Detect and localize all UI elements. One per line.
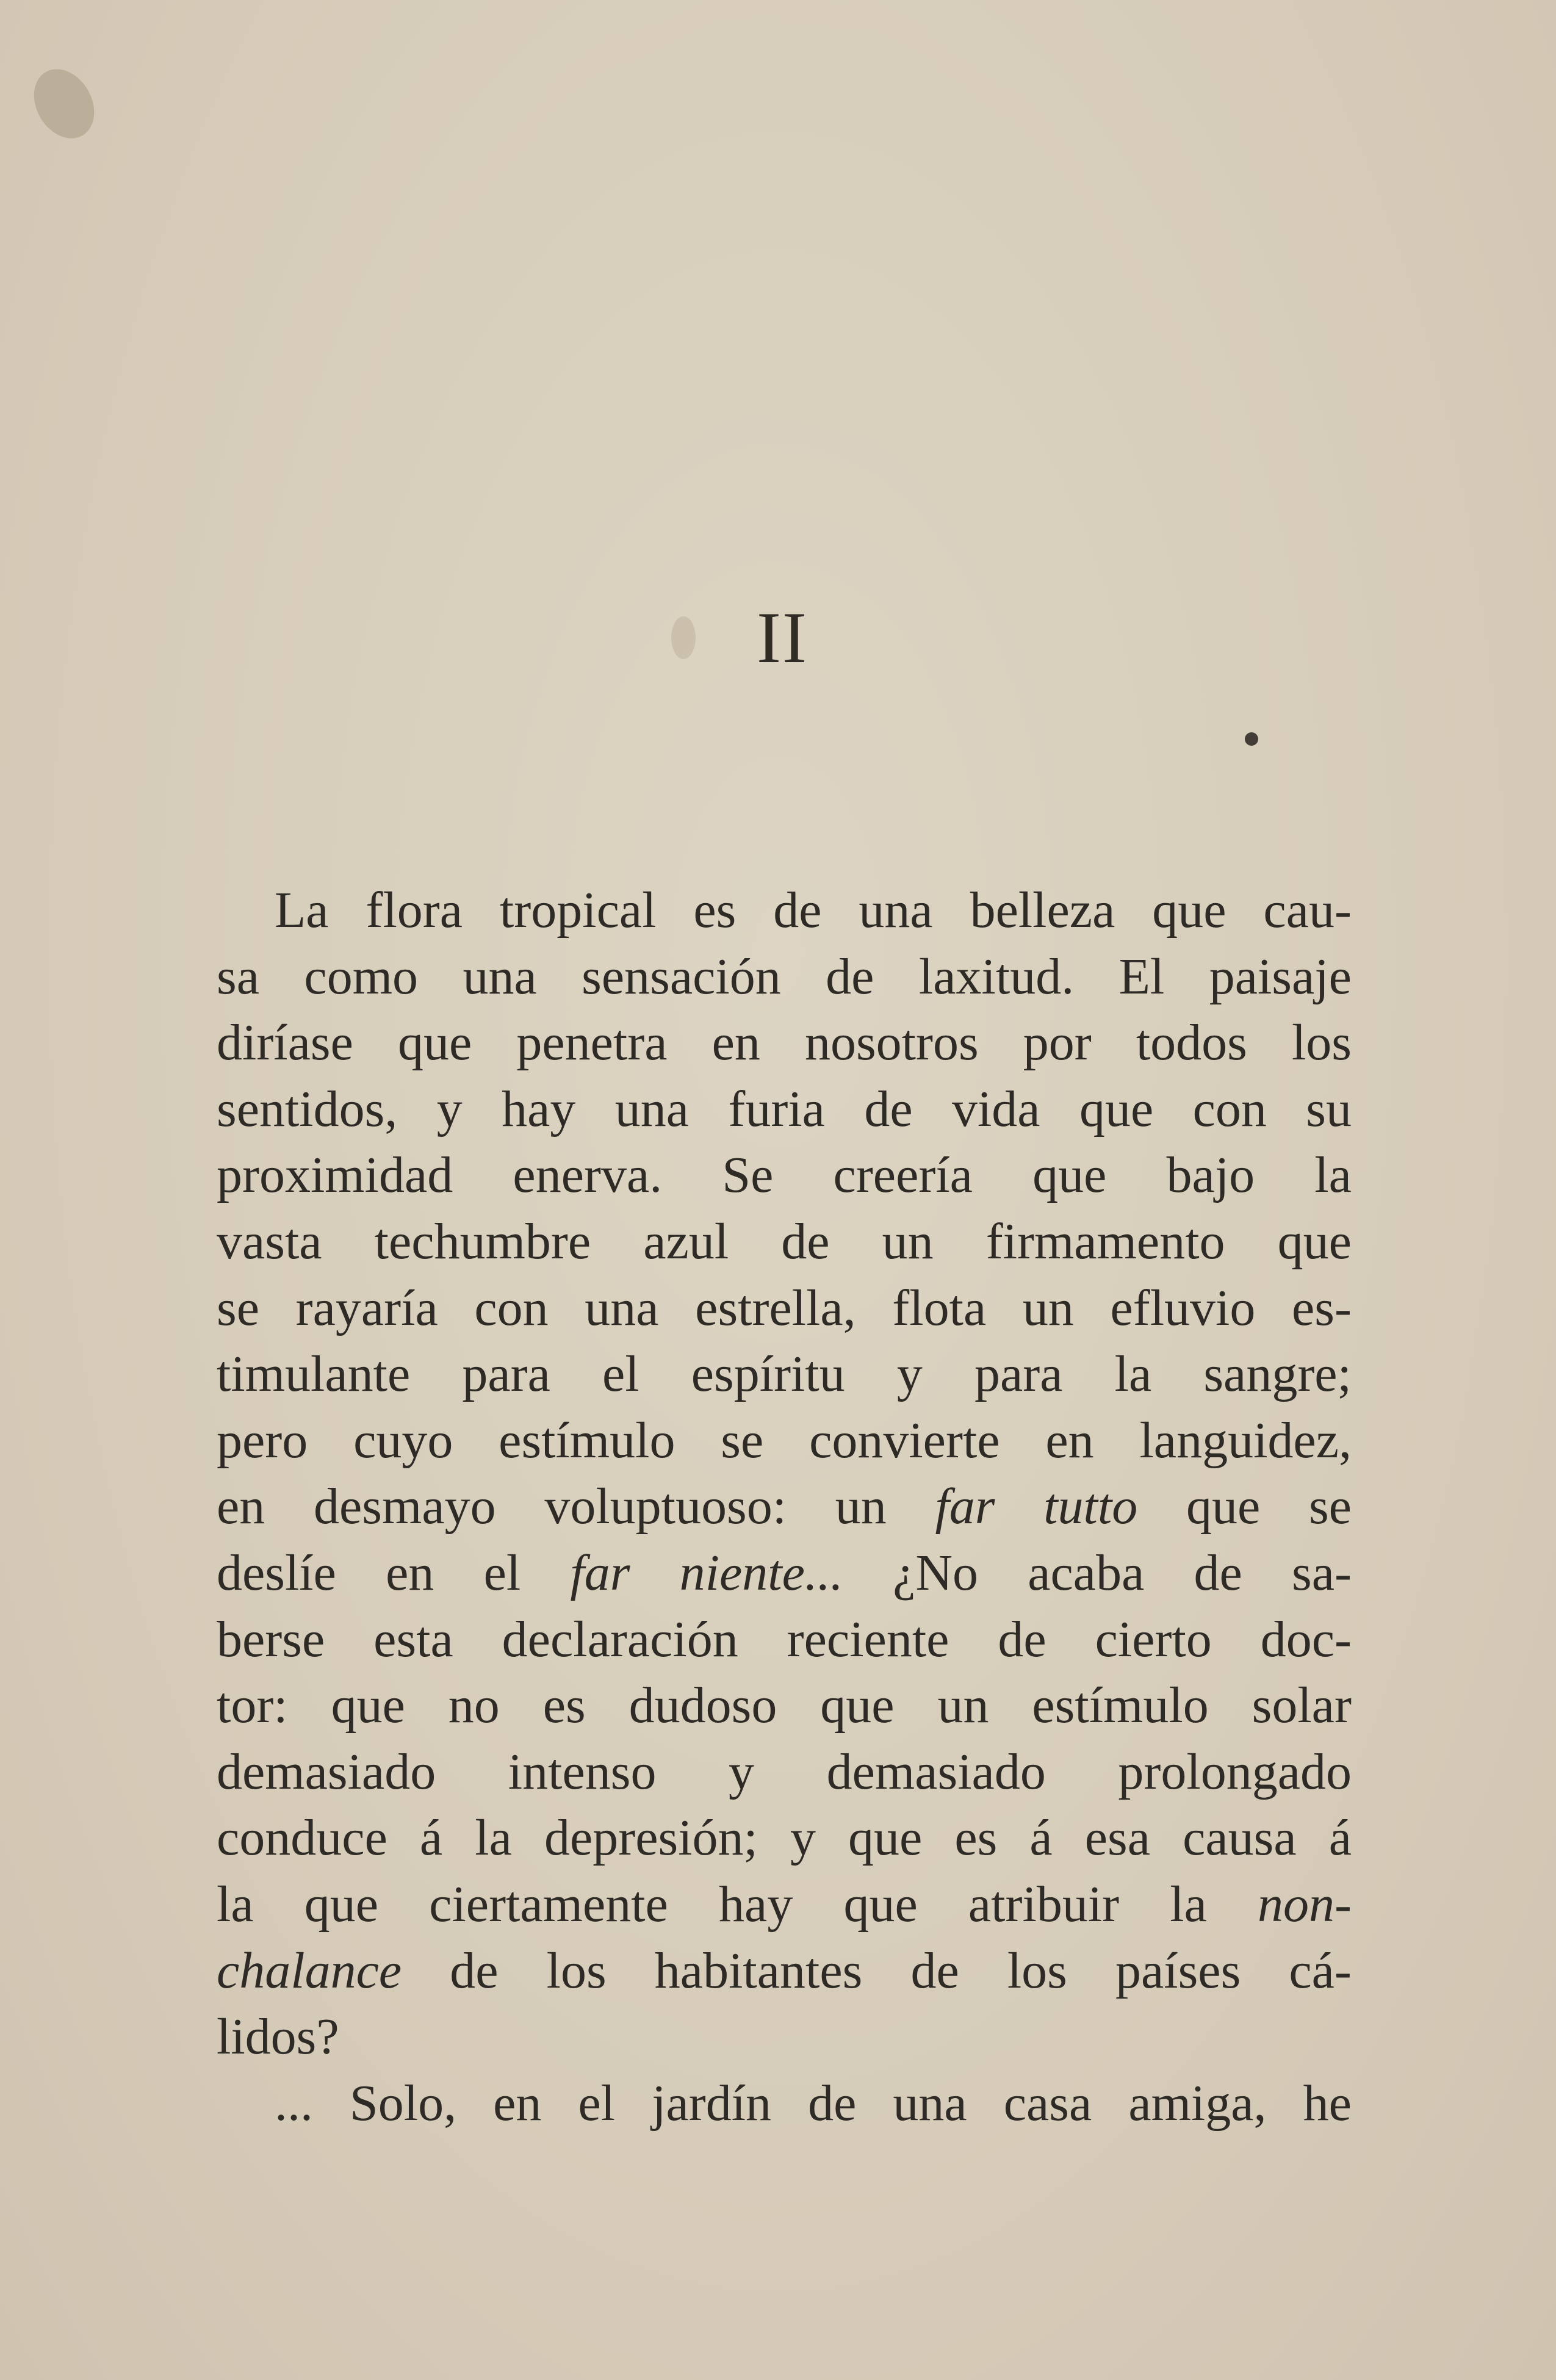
chapter-number: II: [757, 597, 808, 678]
text-line: lidos?: [217, 2008, 339, 2066]
text-line: demasiado intenso y demasiado prolongado: [217, 1743, 1352, 1800]
text-line: sa como una sensación de laxitud. El paisaje: [217, 948, 1352, 1005]
paper-stain: [671, 616, 696, 659]
text-line: berse esta declaración reciente de cierto doc-: [217, 1610, 1352, 1668]
text-line: timulante para el espíritu y para la sangre;: [217, 1346, 1352, 1403]
text-line: se rayaría con una estrella, flota un efluvio es-: [217, 1279, 1352, 1336]
text-line: proximidad enerva. Se creería que bajo la: [217, 1147, 1352, 1204]
text-line: tor: que no es dudoso que un estímulo solar: [217, 1677, 1352, 1734]
text-line: vasta techumbre azul de un firmamento que: [217, 1213, 1352, 1270]
paper-stain: [22, 59, 106, 150]
text-line: ... Solo, en el jardín de una casa amiga, he: [275, 2074, 1352, 2132]
paper-dot: [1245, 732, 1258, 746]
body-text: [217, 878, 1352, 2137]
text-line: deslíe en el far niente... ¿No acaba de sa-: [217, 1544, 1352, 1601]
text-line: pero cuyo estímulo se convierte en languidez,: [217, 1412, 1352, 1469]
text-line: conduce á la depresión; y que es á esa causa á: [217, 1809, 1352, 1867]
text-line: la que ciertamente hay que atribuir la non-: [217, 1875, 1352, 1933]
text-line: sentidos, y hay una furia de vida que con su: [217, 1080, 1352, 1138]
text-line: La flora tropical es de una belleza que cau-: [275, 882, 1352, 939]
text-line: en desmayo voluptuoso: un far tutto que se: [217, 1478, 1352, 1535]
text-line: diríase que penetra en nosotros por todos los: [217, 1014, 1352, 1072]
text-line: chalance de los habitantes de los países cá-: [217, 1942, 1352, 1999]
